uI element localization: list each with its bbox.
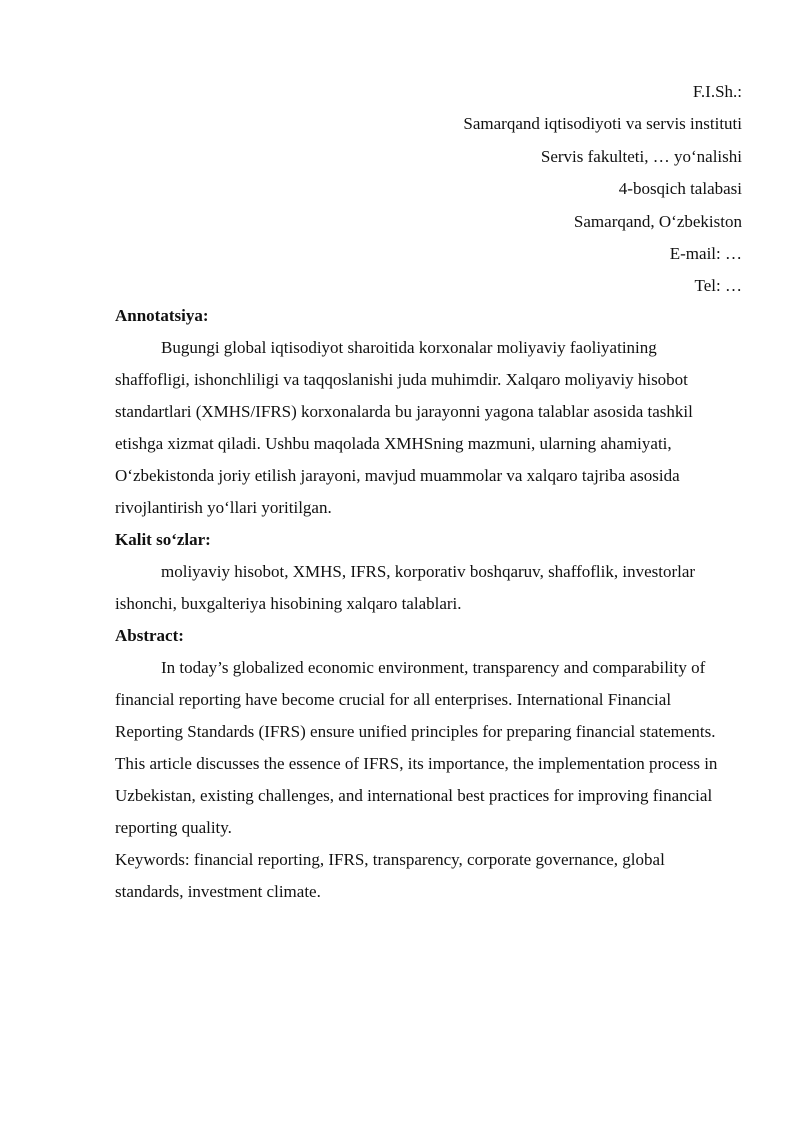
email-line: E-mail: … (669, 244, 742, 264)
keywords-uz-text: moliyaviy hisobot, XMHS, IFRS, korporativ boshqaruv, shaffoflik, investorlar ishonchi, buxgalteriya hisobining xalqaro talablari. (115, 562, 696, 613)
phone-line: Tel: … (694, 276, 742, 296)
location-line: Samarqand, O‘zbekiston (573, 211, 742, 231)
abstract-text: In today’s globalized economic environment, transparency and comparability of financial reporting have become crucial for all enterprises. International Financial Reporting Standards (IFRS) ensure unified principles for preparing financial statements. This article discusses the essence of IFRS, its importance, the implementation process in Uzbekistan, existing challenges, and international best practices for improving financial reporting quality. (115, 658, 718, 837)
institution-line: Samarqand iqtisodiyoti va servis instituti (463, 114, 742, 134)
abstract-heading: Abstract: (115, 626, 184, 645)
faculty-line: Servis fakulteti, … yo‘nalishi (540, 146, 742, 166)
author-name-label: F.I.Sh.: (692, 82, 742, 101)
keywords-en-text: Keywords: financial reporting, IFRS, transparency, corporate governance, global standards, investment climate. (115, 850, 665, 901)
author-info (242, 76, 742, 303)
keywords-uz-heading: Kalit so‘zlar: (115, 530, 211, 549)
document-body (115, 300, 735, 908)
annotation-heading: Annotatsiya: (115, 306, 209, 325)
annotation-text: Bugungi global iqtisodiyot sharoitida korxonalar moliyaviy faoliyatining shaffofligi, ishonchliligi va taqqoslanishi juda muhimdir. Xalqaro moliyaviy hisobot standartlari (XMHS/IFRS) korxonalarda bu jarayonni yagona talablar asosida tashkil etishga xizmat qiladi. Ushbu maqolada XMHSning mazmuni, ularning ahamiyati, O‘zbekistonda joriy etilish jarayoni, mavjud muammolar va xalqaro tajriba asosida rivojlantirish yo‘llari yoritilgan. (115, 338, 693, 517)
student-level-line: 4-bosqich talabasi (618, 179, 742, 199)
